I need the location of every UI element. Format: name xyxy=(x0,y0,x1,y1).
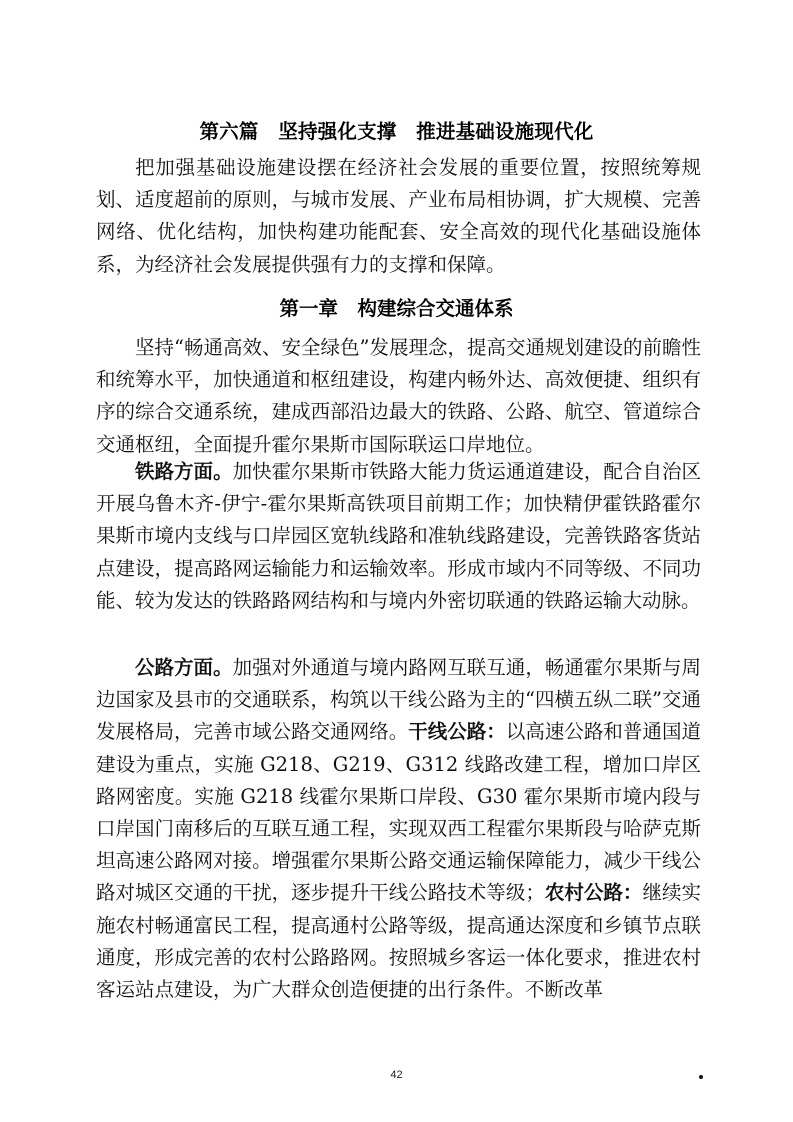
highway-text-1: 加强对外通道与境内路网互联互通，畅通霍尔果斯与周边国家及县市的交通联系，构筑以干线公路为主的“四横五纵二联”交通发展格局，完善市域公路交通网络。 xyxy=(96,656,701,744)
railway-paragraph xyxy=(96,456,701,617)
highway-text-3: 继续实施农村畅通富民工程，提高通村公路等级，提高通达深度和乡镇节点联通度，形成完善的农村公路路网。按照城乡客运一体化要求，推进农村客运站点建设，为广大群众创造便捷的出行条件。不断改革 xyxy=(96,881,701,1002)
highway-paragraph xyxy=(96,652,701,1006)
chapter-intro-paragraph: 坚持“畅通高效、安全绿色”发展理念，提高交通规划建设的前瞻性和统筹水平，加快通道和枢纽建设，构建内畅外达、高效便捷、组织有序的综合交通系统，建成西部沿边最大的铁路、公路、航空、管道综合交通枢纽，全面提升霍尔果斯市国际联运口岸地位。 xyxy=(96,336,701,456)
railway-text: 加快霍尔果斯市铁路大能力货运通道建设，配合自治区开展乌鲁木齐-伊宁-霍尔果斯高铁项目前期工作；加快精伊霍铁路霍尔果斯市境内支线与口岸园区宽轨线路和准轨线路建设，完善铁路客货站点建设，提高路网运输能力和运输效率。形成市域内不同等级、不同功能、较为发达的铁路路网结构和与境内外密切联通的铁路运输大动脉。 xyxy=(96,460,701,612)
trunk-highway-label: 干线公路： xyxy=(408,720,506,744)
rural-highway-label: 农村公路： xyxy=(544,881,643,905)
page-number: 42 xyxy=(390,1069,403,1081)
highway-heading: 公路方面。 xyxy=(135,656,233,679)
corner-dot-mark xyxy=(699,1075,703,1079)
part-title: 第六篇 坚持强化支撑 推进基础设施现代化 xyxy=(199,120,594,143)
highway-text-2: 以高速公路和普通国道建设为重点，实施 G218、G219、G312 线路改建工程，增加口岸区路网密度。实施 G218 线霍尔果斯口岸段、G30 霍尔果斯市境内段与口岸国门南移后的互联互通工程，实现双西工程霍尔果斯段与哈萨克斯坦高速公路网对接。增强霍尔果斯公路交通运输保障能力，减少干线公路对城区交通的干扰，逐步提升干线公路技术等级； xyxy=(96,720,701,905)
chapter-title: 第一章 构建综合交通体系 xyxy=(279,297,514,320)
railway-heading: 铁路方面。 xyxy=(135,460,233,483)
intro-paragraph: 把加强基础设施建设摆在经济社会发展的重要位置，按照统筹规划、适度超前的原则，与城市发展、产业布局相协调，扩大规模、完善网络、优化结构，加快构建功能配套、安全高效的现代化基础设施体系，为经济社会发展提供强有力的支撑和保障。 xyxy=(96,156,701,276)
